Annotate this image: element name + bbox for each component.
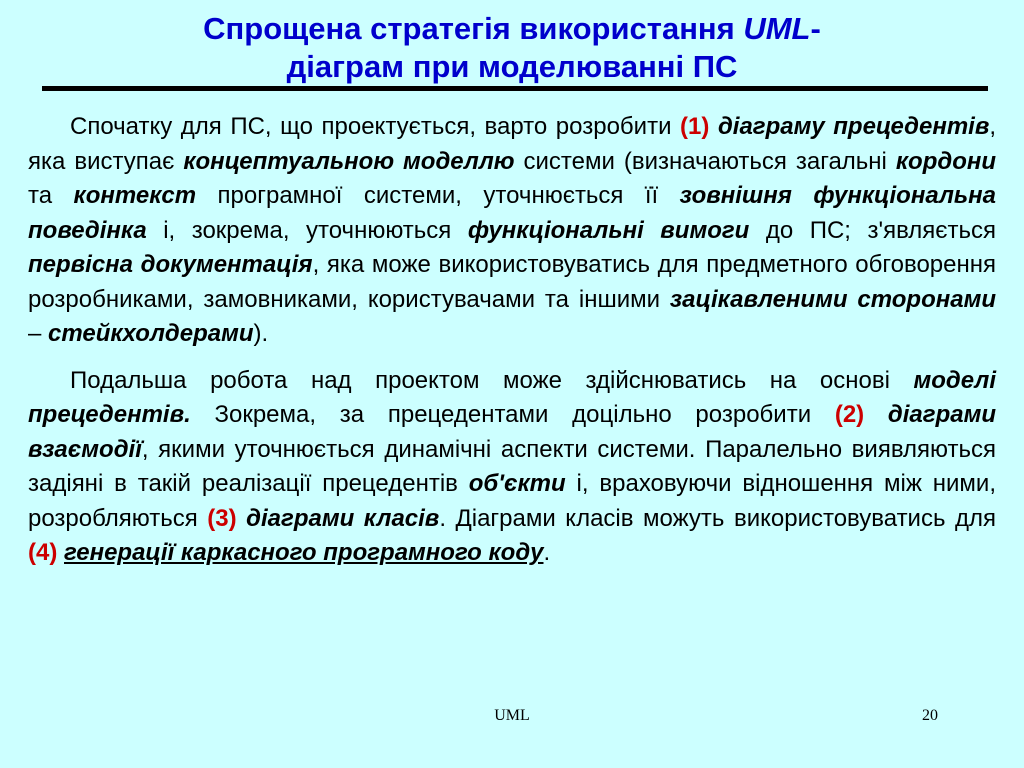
term-objects: об'єкти <box>468 470 566 497</box>
text: системи (визначаються загальні <box>514 147 896 175</box>
paragraph-2 <box>28 364 996 571</box>
text: і, враховуючи відношення між ними, розробляються <box>28 470 997 532</box>
term-stakeholders-en: стейкхолдерами <box>48 320 254 347</box>
text: ). <box>253 320 269 347</box>
text: Зокрема, за прецедентами доцільно розробити <box>190 401 835 428</box>
title-dash: - <box>810 11 821 46</box>
term-functional-requirements: функціональні вимоги <box>467 216 750 244</box>
term-code-generation: генерації каркасного програмного коду <box>64 539 544 566</box>
text: програмної системи, уточнюється її <box>196 182 680 209</box>
text: . Діаграми класів можуть використовуватись для <box>439 504 996 532</box>
text: – <box>28 320 49 347</box>
text: , яка може використовуватись для предметного обговорення розробниками, замовниками, користувачами та іншими <box>28 251 996 313</box>
term-initial-documentation: первісна документація <box>28 251 313 278</box>
number-2: (2) <box>834 401 865 428</box>
title-line-2: діаграм при моделюванні ПС <box>286 49 738 84</box>
term-class-diagrams: діаграми класів <box>246 504 440 532</box>
text: Спочатку для ПС, що проектується, варто розробити <box>70 113 681 140</box>
text: Подальша робота над проектом може здійснюватись на основі <box>70 366 914 394</box>
term-context: контекст <box>73 182 197 209</box>
title-text: Спрощена стратегія використання <box>203 11 744 46</box>
title-uml: UML <box>743 11 811 46</box>
text: , яка виступає <box>28 113 997 175</box>
text: і, зокрема, уточнюються <box>146 216 468 244</box>
term-conceptual-model: концептуальною моделлю <box>183 147 515 175</box>
footer-label: UML <box>494 707 530 724</box>
term-external-behavior: зовнішня функціональна поведінка <box>28 182 996 244</box>
text: , якими уточнюється динамічні аспекти системи. Паралельно виявляються задіяні в такій реалізації прецедентів <box>28 435 996 497</box>
term-stakeholders: зацікавленими сторонами <box>669 285 997 313</box>
title-line-1 <box>0 10 1024 48</box>
paragraph-1 <box>28 110 996 352</box>
text: . <box>543 539 551 566</box>
text: та <box>28 182 74 209</box>
text: до ПС; з'являється <box>749 216 997 244</box>
title-divider <box>42 86 988 91</box>
term-boundaries: кордони <box>895 147 997 175</box>
number-1: (1) <box>680 113 710 140</box>
term-use-case-diagram: діаграму прецедентів <box>717 113 990 140</box>
slide-body <box>28 110 996 583</box>
page-number: 20 <box>922 707 938 724</box>
slide-title <box>0 10 1024 86</box>
term-use-case-model: моделі прецедентів. <box>28 366 996 428</box>
number-4: (4) <box>28 539 58 566</box>
number-3: (3) <box>207 504 237 532</box>
term-interaction-diagrams: діаграми взаємодії <box>28 401 996 463</box>
